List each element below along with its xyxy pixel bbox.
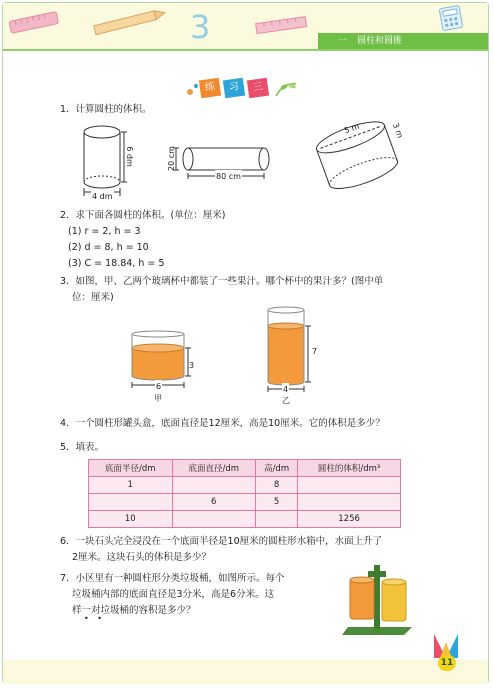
svg-text:3: 3 xyxy=(190,8,211,46)
question-6-text-line-1: 6．一块石头完全浸没在一个底面半径是10厘米的圆柱形水箱中，水面上升了 xyxy=(60,536,383,547)
cup-jia-height-label: 3 xyxy=(189,361,195,370)
question-2-item-2: (2) d = 8, h = 10 xyxy=(68,242,149,253)
cylinder-c-height-label: 3 m xyxy=(390,121,405,140)
table-cell: 5 xyxy=(256,494,298,511)
trash-bins-illustration xyxy=(342,563,418,639)
table-cell xyxy=(298,494,401,511)
table-cell: 1 xyxy=(89,477,173,494)
emphasis-dots: • • xyxy=(84,614,105,623)
question-7-text-line-2: 垃圾桶内部的底面直径是3分米，高是6分米。这 xyxy=(72,589,275,600)
table-cell: 8 xyxy=(256,477,298,494)
footer-band xyxy=(3,660,488,684)
header-rule xyxy=(3,49,488,51)
table-cell xyxy=(89,494,173,511)
question-7-text-line-1: 7．小区里有一种圆柱形分类垃圾桶，如图所示。每个 xyxy=(60,573,285,584)
calculator-icon xyxy=(436,4,466,32)
question-7-text-line-3: 样一对垃圾桶的容积是多少？ xyxy=(72,605,196,616)
cup-yi-height-label: 7 xyxy=(312,347,318,356)
cylinder-b-diameter-label: 20 cm xyxy=(166,146,176,171)
leaf-decoration-icon xyxy=(180,78,300,100)
question-3-text-line-2: 位：厘米) xyxy=(72,292,114,303)
table-cell: 6 xyxy=(172,494,256,511)
exercise-title-char-1: 练 xyxy=(199,78,221,99)
question-2-item-3: (3) C = 18.84, h = 5 xyxy=(68,258,165,269)
number-three-icon xyxy=(186,6,216,46)
question-2-item-1: (1) r = 2, h = 3 xyxy=(68,226,141,237)
cup-yi-name: 乙 xyxy=(282,396,290,405)
cup-yi-figure xyxy=(262,306,318,394)
question-5-text: 5．填表。 xyxy=(60,442,105,453)
table-cell: 10 xyxy=(89,511,173,528)
cup-jia-name: 甲 xyxy=(154,394,162,403)
question-1-text: 1．计算圆柱的体积。 xyxy=(60,104,152,115)
question-2-text: 2．求下面各圆柱的体积。(单位：厘米) xyxy=(60,210,226,221)
ruler-icon xyxy=(6,6,66,40)
table-cell xyxy=(298,477,401,494)
page-number: 11 xyxy=(438,655,456,671)
table-row xyxy=(89,477,401,494)
section-header xyxy=(318,33,488,49)
table-header-row xyxy=(89,460,401,477)
question-6-text-line-2: 2厘米。这块石头的体积是多少？ xyxy=(72,552,212,563)
cylinder-b-length-label: 80 cm xyxy=(216,172,241,181)
section-title: 圆柱和圆锥 xyxy=(357,36,403,46)
pencil-icon xyxy=(88,6,172,38)
section-number: 一 xyxy=(338,36,348,46)
exercise-title-char-2: 习 xyxy=(223,78,245,99)
cylinder-a-height-label: 6 dm xyxy=(124,146,134,167)
triangle-ruler-icon xyxy=(252,10,312,38)
table-header-cell: 底面半径/dm xyxy=(89,460,173,477)
exercise-title-char-3: 三 xyxy=(247,78,269,99)
table-row xyxy=(89,494,401,511)
fill-in-table xyxy=(88,459,401,528)
cylinder-c-diameter-label: 5 m xyxy=(342,121,361,136)
table-header-cell: 圆柱的体积/dm³ xyxy=(298,460,401,477)
question-3-text-line-1: 3．如图，甲、乙两个玻璃杯中都装了一些果汁。哪个杯中的果汁多？(图中单 xyxy=(60,276,384,287)
cup-jia-width-label: 6 xyxy=(156,382,162,391)
table-header-cell: 高/dm xyxy=(256,460,298,477)
table-cell: 1256 xyxy=(298,511,401,528)
table-cell xyxy=(172,477,256,494)
cup-yi-width-label: 4 xyxy=(283,385,289,394)
table-cell xyxy=(256,511,298,528)
table-row xyxy=(89,511,401,528)
cylinder-a-diameter-label: 4 dm xyxy=(92,192,113,201)
table-header-cell: 底面直径/dm xyxy=(172,460,256,477)
question-4-text: 4．一个圆柱形罐头盒，底面直径是12厘米，高是10厘米。它的体积是多少？ xyxy=(60,418,385,429)
table-cell xyxy=(172,511,256,528)
